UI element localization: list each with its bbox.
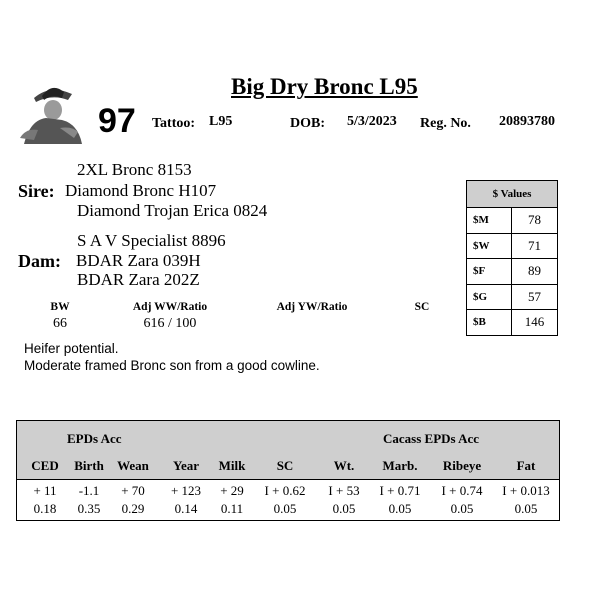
- acc-cell: 0.05: [514, 501, 538, 516]
- acc-cell: 0.35: [77, 501, 101, 516]
- dollar-values-table: [466, 180, 558, 336]
- dam-sire: S A V Specialist 8896: [77, 231, 226, 250]
- col-milk: Milk: [218, 458, 246, 473]
- dam-name: BDAR Zara 039H: [76, 251, 201, 270]
- epd-cell: I + 0.71: [379, 483, 421, 498]
- acc-cell: 0.05: [273, 501, 297, 516]
- epd-cell: + 11: [33, 483, 57, 498]
- acc-cell: 0.05: [450, 501, 474, 516]
- dollar-row-w: [467, 233, 557, 259]
- col-birth: Birth: [74, 458, 104, 473]
- dollar-row-g: [467, 284, 557, 310]
- sire-label: Sire:: [18, 181, 55, 201]
- acc-cell: 0.05: [388, 501, 412, 516]
- col-ribeye: Ribeye: [442, 458, 482, 473]
- dollar-label: $M: [467, 208, 512, 233]
- epd-column-headers: [17, 458, 559, 474]
- epd-cell: + 29: [220, 483, 244, 498]
- dollar-row-f: [467, 258, 557, 284]
- dollar-label: $W: [467, 234, 512, 259]
- tattoo-label: Tattoo:: [152, 116, 196, 131]
- acc-cell: 0.29: [121, 501, 145, 516]
- animal-name: Big Dry Bronc L95: [231, 74, 418, 99]
- dollar-value: 89: [528, 263, 541, 278]
- yw-label: Adj YW/Ratio: [276, 301, 348, 313]
- epd-cell: I + 0.62: [264, 483, 306, 498]
- dollar-label: $F: [467, 259, 512, 284]
- ranch-logo: [16, 76, 86, 144]
- dollar-value: 78: [528, 212, 541, 227]
- note-line: Heifer potential.: [24, 341, 119, 356]
- ww-label: Adj WW/Ratio: [132, 301, 208, 313]
- dollar-value: 146: [524, 314, 545, 329]
- col-wean: Wean: [117, 458, 149, 473]
- dollar-row-b: [467, 309, 557, 335]
- epd-table-header: [17, 421, 559, 480]
- acc-values-row: [17, 500, 559, 518]
- dob-value: 5/3/2023: [347, 114, 397, 129]
- col-year: Year: [173, 458, 199, 473]
- epd-cell: I + 53: [328, 483, 360, 498]
- dam-dam: BDAR Zara 202Z: [77, 270, 200, 289]
- acc-cell: 0.05: [332, 501, 356, 516]
- epd-table: [16, 420, 560, 521]
- dam-label: Dam:: [18, 251, 61, 271]
- dollar-label: $B: [467, 310, 512, 335]
- col-marb: Marb.: [382, 458, 418, 473]
- reg-value: 20893780: [499, 114, 555, 129]
- acc-cell: 0.18: [33, 501, 57, 516]
- notes: [24, 340, 320, 374]
- sire-name: Diamond Bronc H107: [65, 181, 217, 200]
- col-wt: Wt.: [333, 458, 355, 473]
- dollar-row-m: [467, 208, 557, 233]
- col-sc: SC: [276, 458, 294, 473]
- col-fat: Fat: [516, 458, 536, 473]
- lot-number: 97: [98, 102, 136, 140]
- bw-label: BW: [50, 301, 70, 313]
- dob-label: DOB:: [290, 116, 325, 131]
- dollar-label: $G: [467, 285, 512, 310]
- carcass-group-label: Cacass EPDs Acc: [383, 431, 480, 446]
- col-ced: CED: [31, 458, 59, 473]
- sire-sire: 2XL Bronc 8153: [77, 160, 192, 179]
- sc-label: SC: [414, 301, 430, 313]
- epd-cell: -1.1: [78, 483, 100, 498]
- sire-dam: Diamond Trojan Erica 0824: [77, 201, 268, 220]
- epd-cell: I + 0.013: [502, 483, 550, 498]
- tattoo-value: L95: [209, 114, 233, 129]
- dollar-value: 71: [528, 237, 541, 253]
- epd-cell: I + 0.74: [441, 483, 483, 498]
- epd-group-label: EPDs Acc: [67, 431, 122, 446]
- epd-cell: + 70: [121, 483, 145, 498]
- epd-cell: + 123: [170, 483, 202, 498]
- ww-value: 616 / 100: [143, 316, 197, 331]
- reg-label: Reg. No.: [420, 116, 471, 131]
- acc-cell: 0.14: [174, 501, 198, 516]
- dollar-value: 57: [528, 288, 541, 304]
- note-line: Moderate framed Bronc son from a good cowline.: [24, 358, 320, 373]
- bw-value: 66: [53, 316, 67, 331]
- acc-cell: 0.11: [220, 501, 244, 516]
- epd-values-row: [17, 482, 559, 500]
- dollar-values-header: $ Values: [467, 181, 557, 208]
